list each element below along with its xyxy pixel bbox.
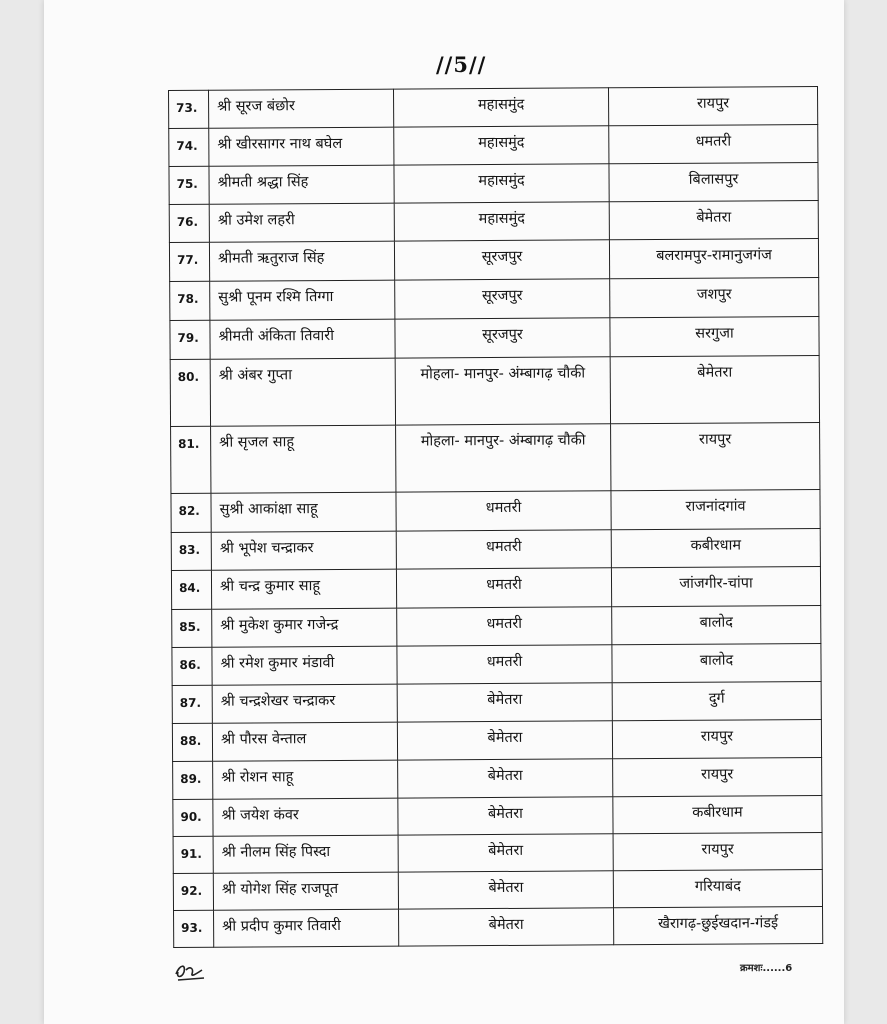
employee-name-cell: श्रीमती अंकिता तिवारी bbox=[210, 319, 395, 359]
employee-name-cell: श्री प्रदीप कुमार तिवारी bbox=[214, 909, 399, 947]
serial-number-cell: 93. bbox=[174, 910, 214, 947]
table-row bbox=[171, 567, 820, 610]
to-district-cell: धमतरी bbox=[609, 125, 818, 164]
from-district-cell: महासमुंद bbox=[394, 202, 609, 241]
to-district-cell: रायपुर bbox=[608, 87, 817, 126]
to-district-cell: राजनांदगांव bbox=[611, 490, 820, 530]
from-district-cell: बेमेतरा bbox=[398, 759, 613, 798]
serial-number-cell: 88. bbox=[172, 723, 212, 761]
table-row bbox=[172, 606, 821, 648]
from-district-cell: धमतरी bbox=[396, 530, 611, 569]
to-district-cell: रायपुर bbox=[612, 720, 821, 759]
serial-number-cell: 75. bbox=[169, 166, 209, 204]
to-district-cell: बेमेतरा bbox=[609, 201, 818, 240]
employee-name-cell: श्री चन्द्रशेखर चन्द्राकर bbox=[212, 684, 397, 723]
from-district-cell: बेमेतरा bbox=[397, 721, 612, 760]
table-row bbox=[173, 796, 822, 837]
employee-name-cell: श्रीमती श्रद्धा सिंह bbox=[209, 165, 394, 204]
from-district-cell: मोहला- मानपुर- अंम्बागढ़ चौकी bbox=[396, 424, 611, 492]
from-district-cell: बेमेतरा bbox=[398, 834, 613, 872]
table-row bbox=[172, 644, 821, 686]
from-district-cell: बेमेतरा bbox=[399, 908, 614, 946]
to-district-cell: कबीरधाम bbox=[613, 796, 822, 834]
serial-number-cell: 80. bbox=[170, 359, 210, 426]
employee-name-cell: श्री जयेश कंवर bbox=[213, 798, 398, 836]
table-body bbox=[169, 87, 823, 948]
employee-name-cell: श्रीमती ऋतुराज सिंह bbox=[209, 241, 394, 281]
table-row bbox=[169, 125, 818, 167]
employee-name-cell: सुश्री आकांक्षा साहू bbox=[211, 492, 396, 532]
employee-name-cell: श्री नीलम सिंह पिस्दा bbox=[213, 835, 398, 873]
serial-number-cell: 78. bbox=[170, 281, 210, 320]
from-district-cell: धमतरी bbox=[396, 568, 611, 608]
from-district-cell: महासमुंद bbox=[393, 88, 608, 127]
employee-name-cell: सुश्री पूनम रश्मि तिग्गा bbox=[210, 280, 395, 320]
table-row bbox=[173, 833, 822, 874]
to-district-cell: खैरागढ़-छुईखदान-गंडई bbox=[614, 907, 823, 945]
serial-number-cell: 84. bbox=[171, 570, 211, 609]
serial-number-cell: 82. bbox=[171, 493, 211, 532]
from-district-cell: मोहला- मानपुर- अंम्बागढ़ चौकी bbox=[395, 357, 610, 425]
serial-number-cell: 83. bbox=[171, 532, 211, 570]
table-row bbox=[169, 201, 818, 243]
table-row bbox=[169, 163, 818, 205]
table-row bbox=[173, 758, 822, 800]
serial-number-cell: 92. bbox=[173, 873, 213, 910]
serial-number-cell: 73. bbox=[169, 90, 209, 128]
serial-number-cell: 90. bbox=[173, 799, 213, 836]
signature-mark bbox=[172, 960, 212, 984]
to-district-cell: गरियाबंद bbox=[613, 870, 822, 908]
table-row bbox=[171, 490, 820, 533]
employee-name-cell: श्री मुकेश कुमार गजेन्द्र bbox=[212, 608, 397, 647]
serial-number-cell: 74. bbox=[169, 128, 209, 166]
employee-name-cell: श्री पौरस वेन्ताल bbox=[212, 722, 397, 761]
table-row bbox=[170, 317, 819, 360]
employee-name-cell: श्री रमेश कुमार मंडावी bbox=[212, 646, 397, 685]
employee-name-cell: श्री सृजल साहू bbox=[211, 425, 396, 493]
to-district-cell: बालोद bbox=[612, 644, 821, 683]
from-district-cell: सूरजपुर bbox=[395, 279, 610, 319]
to-district-cell: रायपुर bbox=[611, 423, 820, 491]
from-district-cell: महासमुंद bbox=[394, 126, 609, 165]
from-district-cell: बेमेतरा bbox=[398, 871, 613, 909]
serial-number-cell: 85. bbox=[172, 609, 212, 647]
serial-number-cell: 79. bbox=[170, 320, 210, 359]
from-district-cell: बेमेतरा bbox=[398, 797, 613, 835]
page-number: //5// bbox=[436, 52, 487, 77]
table-row bbox=[171, 529, 820, 571]
table-row bbox=[170, 278, 819, 321]
serial-number-cell: 77. bbox=[169, 242, 209, 281]
to-district-cell: जशपुर bbox=[610, 278, 819, 318]
employee-name-cell: श्री चन्द्र कुमार साहू bbox=[211, 569, 396, 609]
from-district-cell: धमतरी bbox=[397, 645, 612, 684]
employee-name-cell: श्री अंबर गुप्ता bbox=[210, 358, 395, 426]
employee-name-cell: श्री भूपेश चन्द्राकर bbox=[211, 531, 396, 570]
to-district-cell: बालोद bbox=[612, 606, 821, 645]
from-district-cell: सूरजपुर bbox=[395, 318, 610, 358]
table-row bbox=[171, 423, 820, 494]
from-district-cell: धमतरी bbox=[397, 607, 612, 646]
employee-name-cell: श्री सूरज बंछोर bbox=[209, 89, 394, 128]
serial-number-cell: 86. bbox=[172, 647, 212, 685]
serial-number-cell: 81. bbox=[171, 426, 211, 493]
table-row bbox=[173, 870, 822, 911]
to-district-cell: बेमेतरा bbox=[610, 356, 819, 424]
from-district-cell: सूरजपुर bbox=[394, 240, 609, 280]
from-district-cell: महासमुंद bbox=[394, 164, 609, 203]
serial-number-cell: 76. bbox=[169, 204, 209, 242]
table-row bbox=[174, 907, 823, 948]
to-district-cell: सरगुजा bbox=[610, 317, 819, 357]
table-row bbox=[172, 682, 821, 724]
table-row bbox=[172, 720, 821, 762]
from-district-cell: बेमेतरा bbox=[397, 683, 612, 722]
table-row bbox=[169, 87, 818, 129]
from-district-cell: धमतरी bbox=[396, 491, 611, 531]
table-row bbox=[170, 356, 819, 427]
serial-number-cell: 89. bbox=[173, 761, 213, 799]
document-page bbox=[44, 0, 844, 1024]
to-district-cell: बिलासपुर bbox=[609, 163, 818, 202]
to-district-cell: बलरामपुर-रामानुजगंज bbox=[609, 239, 818, 279]
serial-number-cell: 87. bbox=[172, 685, 212, 723]
continued-note: क्रमशः......6 bbox=[740, 963, 793, 974]
to-district-cell: रायपुर bbox=[613, 758, 822, 797]
employee-name-cell: श्री उमेश लहरी bbox=[209, 203, 394, 242]
employee-name-cell: श्री योगेश सिंह राजपूत bbox=[213, 872, 398, 910]
table-row bbox=[169, 239, 818, 282]
to-district-cell: जांजगीर-चांपा bbox=[611, 567, 820, 607]
transfer-table bbox=[168, 86, 823, 948]
to-district-cell: रायपुर bbox=[613, 833, 822, 871]
serial-number-cell: 91. bbox=[173, 836, 213, 873]
to-district-cell: कबीरधाम bbox=[611, 529, 820, 568]
employee-name-cell: श्री रोशन साहू bbox=[213, 760, 398, 799]
to-district-cell: दुर्ग bbox=[612, 682, 821, 721]
employee-name-cell: श्री खीरसागर नाथ बघेल bbox=[209, 127, 394, 166]
